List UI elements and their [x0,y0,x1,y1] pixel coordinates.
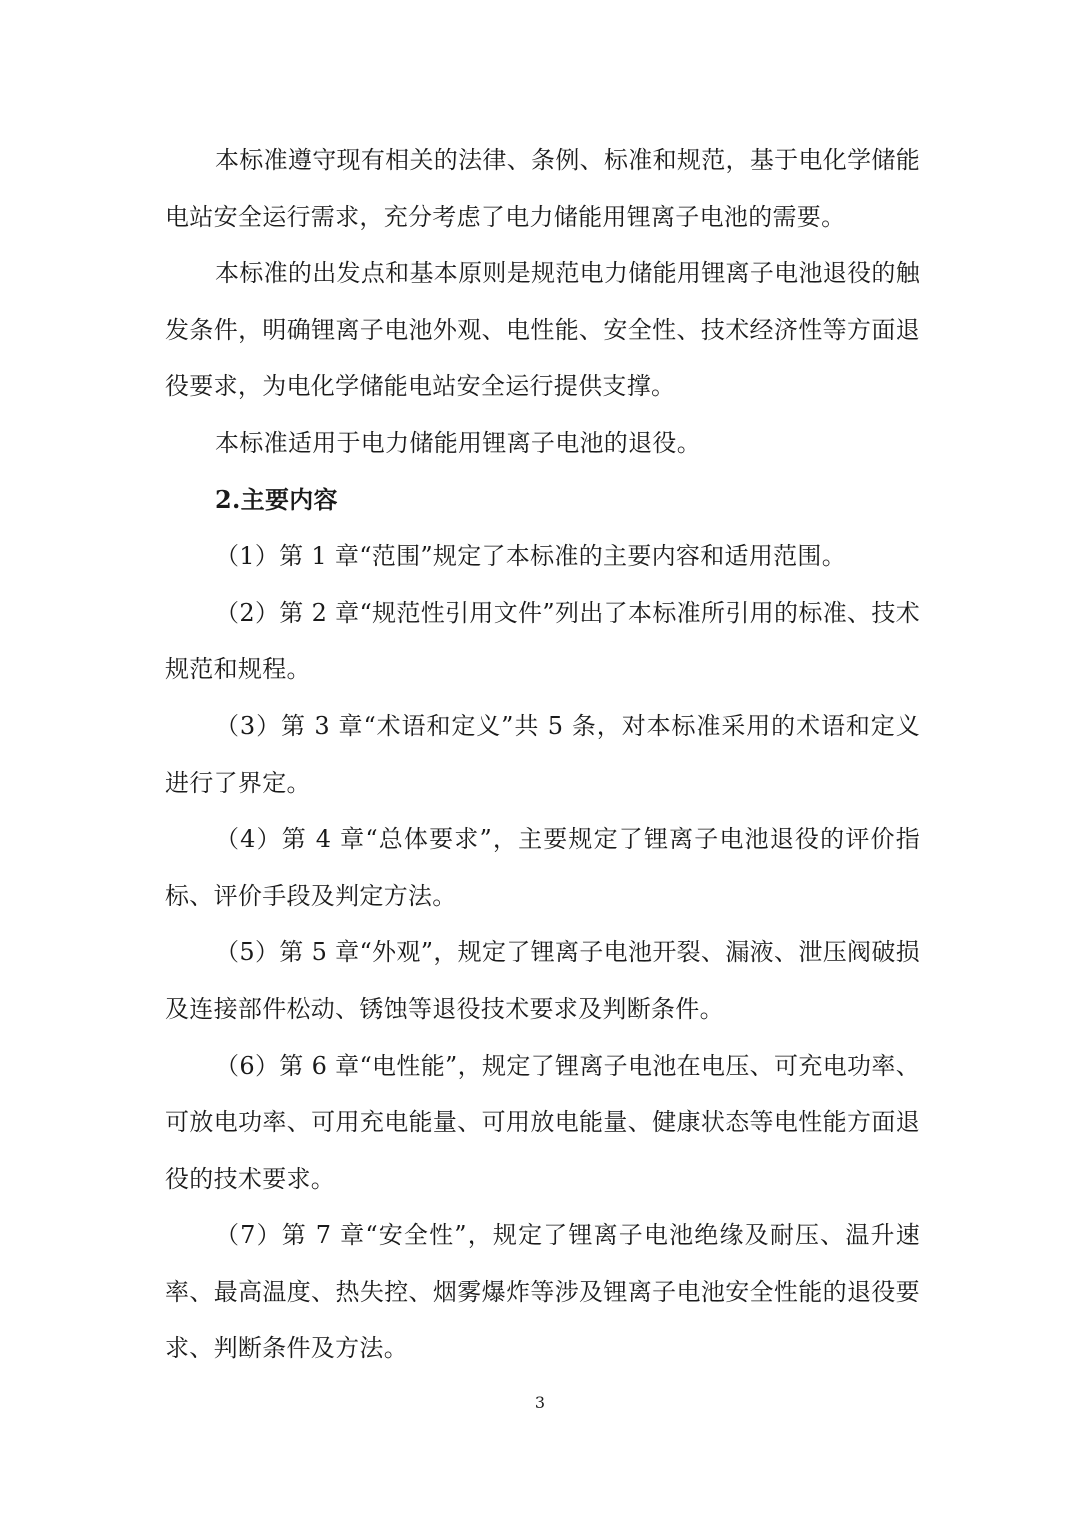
document-body [165,132,920,1377]
intro-paragraph-2: 本标准的出发点和基本原则是规范电力储能用锂离子电池退役的触发条件，明确锂离子电池外观、电性能、安全性、技术经济性等方面退役要求，为电化学储能电站安全运行提供支撑。 [165,259,920,401]
content-item-7: （7）第 7 章“安全性”，规定了锂离子电池绝缘及耐压、温升速率、最高温度、热失控、烟雾爆炸等涉及锂离子电池安全性能的退役要求、判断条件及方法。 [165,1221,920,1363]
page-number: 3 [534,1393,546,1412]
content-item-1: （1）第 1 章“范围”规定了本标准的主要内容和适用范围。 [215,542,847,571]
content-item-6: （6）第 6 章“电性能”，规定了锂离子电池在电压、可充电功率、可放电功率、可用充电能量、可用放电能量、健康状态等电性能方面退役的技术要求。 [165,1051,920,1193]
content-item-2: （2）第 2 章“规范性引用文件”列出了本标准所引用的标准、技术规范和规程。 [165,598,920,684]
intro-paragraph-1: 本标准遵守现有相关的法律、条例、标准和规范，基于电化学储能电站安全运行需求，充分考虑了电力储能用锂离子电池的需要。 [165,146,920,231]
content-item-5: （5）第 5 章“外观”，规定了锂离子电池开裂、漏液、泄压阀破损及连接部件松动、锈蚀等退役技术要求及判断条件。 [165,938,920,1023]
content-item-3: （3）第 3 章“术语和定义”共 5 条，对本标准采用的术语和定义进行了界定。 [165,711,920,797]
section-heading: 2.主要内容 [215,484,338,514]
intro-paragraph-3: 本标准适用于电力储能用锂离子电池的退役。 [215,428,701,457]
content-item-4: （4）第 4 章“总体要求”，主要规定了锂离子电池退役的评价指标、评价手段及判定方法。 [165,825,920,910]
